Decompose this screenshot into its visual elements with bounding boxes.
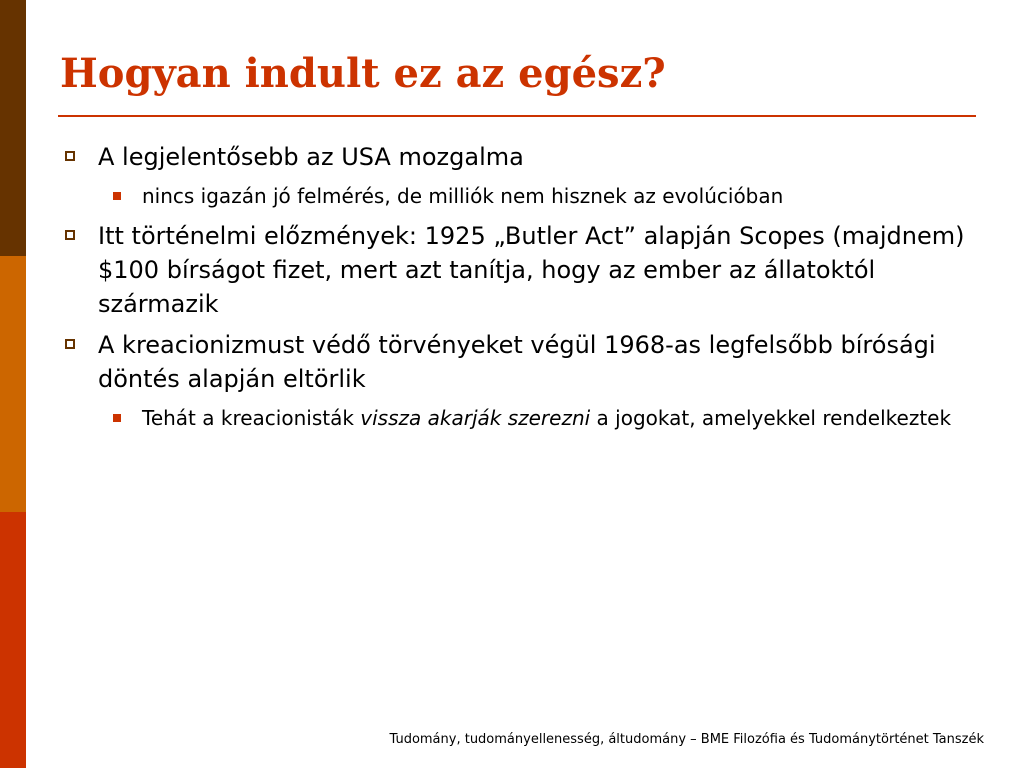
bullet-text: A kreacionizmust védő törvényeket végül 1968-as legfelsőbb bírósági döntés alapján eltörlik bbox=[98, 331, 936, 393]
sub-bullet-text: nincs igazán jó felmérés, de milliók nem hisznek az evolúcióban bbox=[142, 184, 784, 208]
hollow-square-bullet-icon bbox=[65, 151, 75, 161]
sub-bullet-item bbox=[58, 403, 978, 433]
slide-footer: Tudomány, tudományellenesség, áltudomány – BME Filozófia és Tudománytörténet Tanszék bbox=[389, 732, 984, 747]
sub-bullet-text-start: Tehát a kreacionisták bbox=[142, 406, 361, 430]
hollow-square-bullet-icon bbox=[65, 339, 75, 349]
bullet-item bbox=[58, 328, 978, 396]
slide-content bbox=[58, 140, 978, 441]
bullet-text: A legjelentősebb az USA mozgalma bbox=[98, 143, 524, 171]
title-rule bbox=[58, 115, 976, 117]
sidebar-band-bottom bbox=[0, 512, 26, 768]
sub-bullet-text-emphasis: vissza akarják szerezni bbox=[360, 406, 591, 430]
filled-square-bullet-icon bbox=[113, 192, 121, 200]
hollow-square-bullet-icon bbox=[65, 230, 75, 240]
bullet-item bbox=[58, 219, 978, 321]
sidebar-decoration bbox=[0, 0, 26, 768]
filled-square-bullet-icon bbox=[113, 414, 121, 422]
sub-bullet-text-end: a jogokat, amelyekkel rendelkeztek bbox=[590, 406, 952, 430]
bullet-item bbox=[58, 140, 978, 174]
slide-title: Hogyan indult ez az egész? bbox=[60, 50, 666, 97]
sub-bullet-item bbox=[58, 181, 978, 211]
bullet-text: Itt történelmi előzmények: 1925 „Butler Act” alapján Scopes (majdnem) $100 bírságot fizet, mert azt tanítja, hogy az ember az állatoktól származik bbox=[98, 222, 965, 318]
sidebar-band-top bbox=[0, 0, 26, 256]
sidebar-band-middle bbox=[0, 256, 26, 512]
